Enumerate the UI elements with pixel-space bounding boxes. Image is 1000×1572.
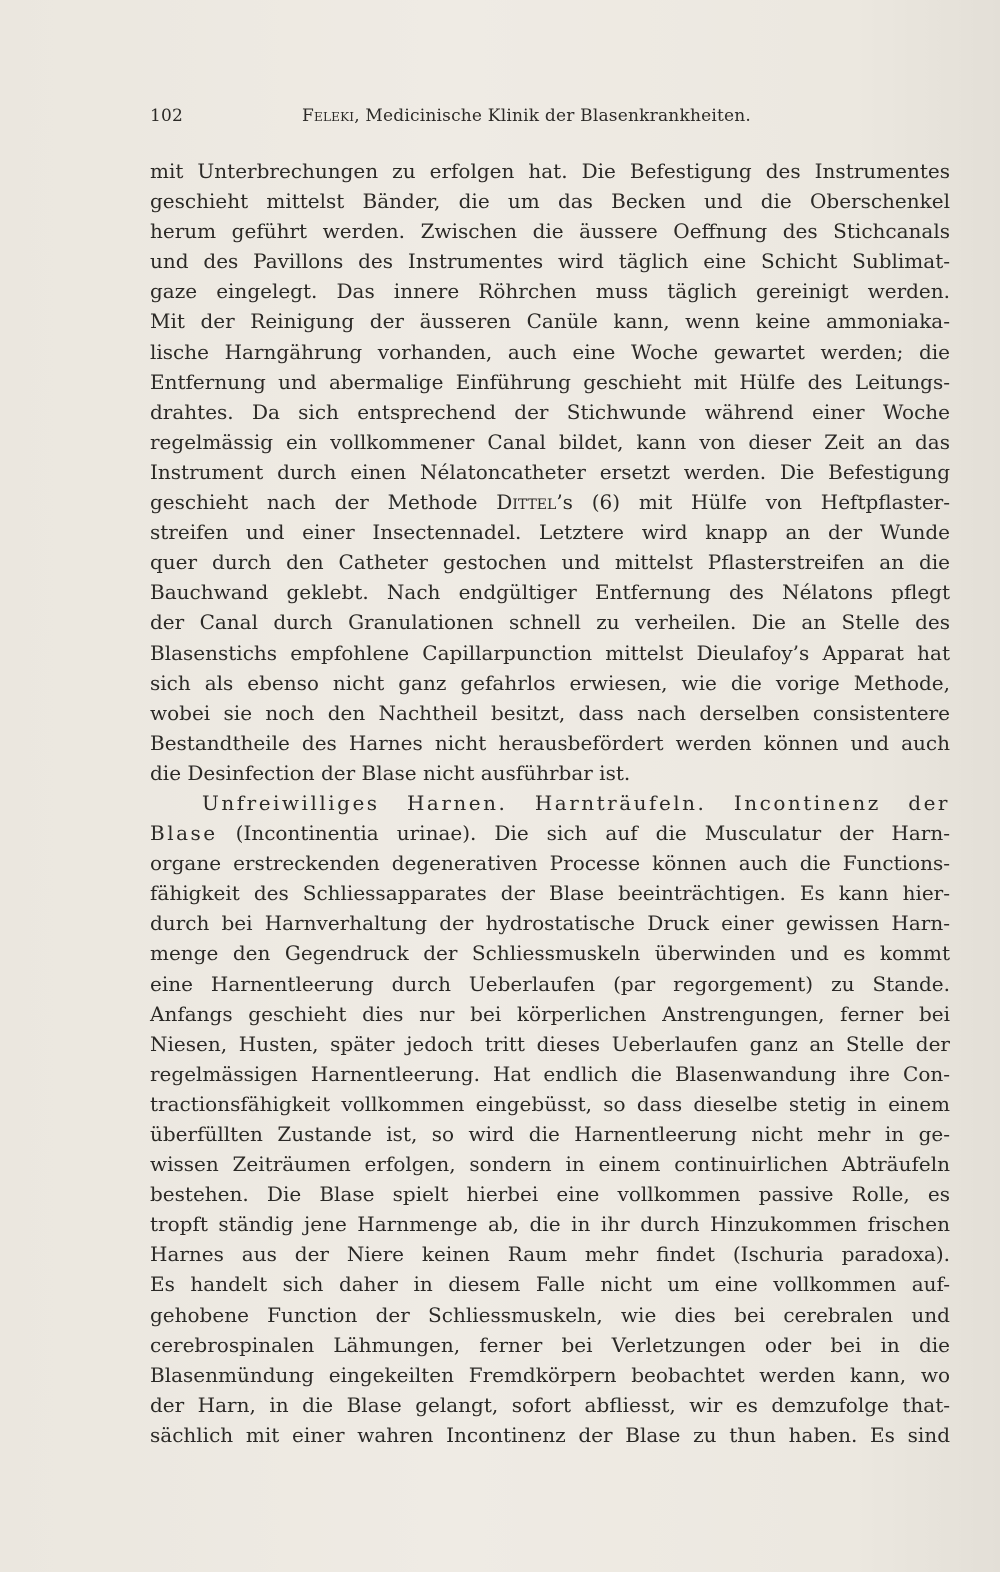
text-line: cerebrospinalen Lähmungen, ferner bei Verletzungen oder bei in die bbox=[150, 1332, 950, 1357]
text-line: lische Harngährung vorhanden, auch eine Woche gewartet werden; die bbox=[150, 339, 950, 364]
text-line: tractionsfähigkeit vollkommen eingebüsst, so dass dieselbe stetig in einem bbox=[150, 1091, 950, 1116]
author-reference: Dittel bbox=[496, 490, 557, 515]
page-number: 102 bbox=[150, 106, 184, 126]
section-heading-end: Blase bbox=[150, 821, 218, 846]
text-line: eine Harnentleerung durch Ueberlaufen (par regorgement) zu Stande. bbox=[150, 971, 950, 996]
text-line: drahtes. Da sich entsprechend der Stichwunde während einer Woche bbox=[150, 399, 950, 424]
section-heading-line bbox=[150, 788, 950, 818]
book-title: , Medicinische Klinik der Blasenkrankheiten. bbox=[354, 106, 752, 126]
text-line: streifen und einer Insectennadel. Letztere wird knapp an der Wunde bbox=[150, 520, 950, 545]
text-line: Bauchwand geklebt. Nach endgültiger Entfernung des Nélatons pflegt bbox=[150, 580, 950, 605]
line-text: (Incontinentia urinae). Die sich auf die Musculatur der Harn- bbox=[217, 821, 950, 846]
text-line: quer durch den Catheter gestochen und mittelst Pflasterstreifen an die bbox=[150, 550, 950, 575]
text-line: gaze eingelegt. Das innere Röhrchen muss täglich gereinigt werden. bbox=[150, 279, 950, 304]
text-line: sich als ebenso nicht ganz gefahrlos erwiesen, wie die vorige Methode, bbox=[150, 670, 950, 695]
text-line: überfüllten Zustande ist, so wird die Harnentleerung nicht mehr in ge- bbox=[150, 1122, 950, 1146]
text-line: organe erstreckenden degenerativen Processe können auch die Functions- bbox=[150, 851, 950, 876]
text-line bbox=[150, 487, 950, 517]
text-line: bestehen. Die Blase spielt hierbei eine vollkommen passive Rolle, es bbox=[150, 1182, 950, 1207]
running-head bbox=[150, 106, 950, 130]
text-line: mit Unterbrechungen zu erfolgen hat. Die Befestigung des Instrumentes bbox=[150, 159, 950, 183]
text-line: gehobene Function der Schliessmuskeln, wie dies bei cerebralen und bbox=[150, 1302, 950, 1327]
text-line: Blasenstichs empfohlene Capillarpunction mittelst Dieulafoy’s Apparat hat bbox=[150, 640, 950, 665]
text-line: Niesen, Husten, später jedoch tritt dieses Ueberlaufen ganz an Stelle der bbox=[150, 1031, 950, 1056]
text-line: regelmässigen Harnentleerung. Hat endlich die Blasenwandung ihre Con- bbox=[150, 1061, 950, 1086]
text-line: fähigkeit des Schliessapparates der Blase beeinträchtigen. Es kann hier- bbox=[150, 881, 950, 906]
text-line: durch bei Harnverhaltung der hydrostatische Druck einer gewissen Harn- bbox=[150, 911, 950, 936]
line-text: ’s (6) mit Hülfe von Heftpflaster- bbox=[556, 490, 951, 515]
text-line: tropft ständig jene Harnmenge ab, die in ihr durch Hinzukommen frischen bbox=[150, 1212, 950, 1237]
line-text: geschieht nach der Methode bbox=[150, 490, 497, 515]
text-line: und des Pavillons des Instrumentes wird täglich eine Schicht Sublimat- bbox=[150, 249, 950, 274]
body-text bbox=[150, 156, 950, 1450]
text-line: der Canal durch Granulationen schnell zu verheilen. Die an Stelle des bbox=[150, 610, 950, 635]
text-line: wissen Zeiträumen erfolgen, sondern in einem continuirlichen Abträufeln bbox=[150, 1152, 950, 1177]
running-title bbox=[302, 106, 751, 126]
text-line: herum geführt werden. Zwischen die äussere Oeffnung des Stichcanals bbox=[150, 219, 950, 244]
text-line: Es handelt sich daher in diesem Falle nicht um eine vollkommen auf- bbox=[150, 1272, 950, 1297]
text-line: der Harn, in die Blase gelangt, sofort abfliesst, wir es demzufolge that- bbox=[150, 1392, 950, 1417]
text-line: Mit der Reinigung der äusseren Canüle kann, wenn keine ammoniaka- bbox=[150, 309, 950, 334]
author-name: Feleki bbox=[302, 106, 355, 126]
text-line: Bestandtheile des Harnes nicht herausbefördert werden können und auch bbox=[150, 730, 950, 755]
text-line: menge den Gegendruck der Schliessmuskeln überwinden und es kommt bbox=[150, 941, 950, 966]
text-line: geschieht mittelst Bänder, die um das Becken und die Oberschenkel bbox=[150, 189, 950, 214]
text-line: Anfangs geschieht dies nur bei körperlichen Anstrengungen, ferner bei bbox=[150, 1001, 950, 1026]
text-line: die Desinfection der Blase nicht ausführbar ist. bbox=[150, 760, 631, 785]
text-line: Harnes aus der Niere keinen Raum mehr findet (Ischuria paradoxa). bbox=[150, 1242, 950, 1267]
text-line: Blasenmündung eingekeilten Fremdkörpern beobachtet werden kann, wo bbox=[150, 1362, 950, 1387]
text-line: Instrument durch einen Nélatoncatheter ersetzt werden. Die Befestigung bbox=[150, 459, 950, 484]
text-line bbox=[150, 818, 950, 848]
text-line: Entfernung und abermalige Einführung geschieht mit Hülfe des Leitungs- bbox=[150, 369, 950, 394]
text-line: wobei sie noch den Nachtheil besitzt, dass nach derselben consistentere bbox=[150, 700, 950, 725]
section-heading: Unfreiwilliges Harnen. Harnträufeln. Incontinenz der bbox=[202, 790, 950, 815]
text-line: sächlich mit einer wahren Incontinenz der Blase zu thun haben. Es sind bbox=[150, 1422, 950, 1447]
text-line: regelmässig ein vollkommener Canal bildet, kann von dieser Zeit an das bbox=[150, 429, 950, 454]
